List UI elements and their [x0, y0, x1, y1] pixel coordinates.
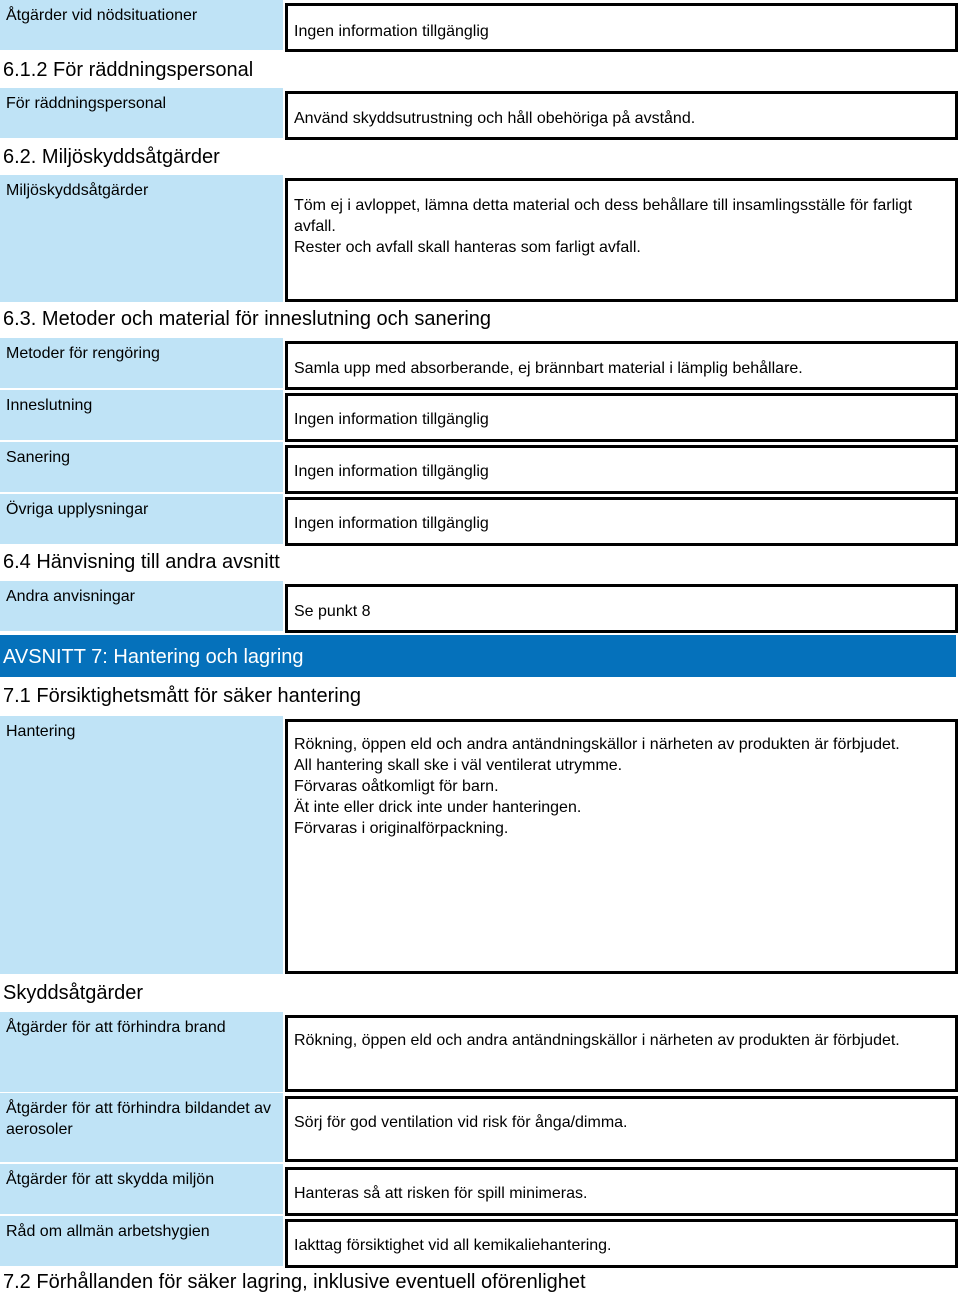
label-other: Övriga upplysningar: [0, 494, 283, 544]
label-hygiene: Råd om allmän arbetshygien: [0, 1216, 283, 1266]
heading-6-2: 6.2. Miljöskyddsåtgärder: [3, 146, 220, 168]
label-environment: Miljöskyddsåtgärder: [0, 175, 283, 302]
value-other: Ingen information tillgänglig: [285, 497, 958, 546]
value-containment: Ingen information tillgänglig: [285, 393, 958, 442]
handling-text-5: Förvaras i originalförpackning.: [294, 820, 509, 837]
heading-7-2: 7.2 Förhållanden för säker lagring, inklusive eventuell oförenlighet: [3, 1271, 586, 1293]
label-handling: Hantering: [0, 716, 283, 974]
value-emergency: Ingen information tillgänglig: [285, 3, 958, 52]
env-text-1: Töm ej i avloppet, lämna detta material och dess behållare till insamlingsställe för farligt avfall.: [294, 197, 913, 235]
value-fire: Rökning, öppen eld och andra antändningskällor i närheten av produkten är förbjudet.: [285, 1015, 958, 1092]
value-cleaning: Samla upp med absorberande, ej brännbart material i lämplig behållare.: [285, 341, 958, 390]
heading-6-1-2: 6.1.2 För räddningspersonal: [3, 59, 254, 81]
label-responders: För räddningspersonal: [0, 88, 283, 138]
value-references: Se punkt 8: [285, 584, 958, 633]
value-handling: [285, 719, 958, 974]
handling-text-3: Förvaras oåtkomligt för barn.: [294, 778, 499, 795]
value-environment: [285, 178, 958, 302]
heading-6-4: 6.4 Hänvisning till andra avsnitt: [3, 551, 280, 573]
value-responders: Använd skyddsutrustning och håll obehöriga på avstånd.: [285, 91, 958, 140]
heading-7-1: 7.1 Försiktighetsmått för säker hantering: [3, 685, 361, 707]
label-fire: Åtgärder för att förhindra brand: [0, 1012, 283, 1092]
label-references: Andra anvisningar: [0, 581, 283, 631]
label-aerosol: Åtgärder för att förhindra bildandet av aerosoler: [0, 1093, 283, 1162]
label-containment: Inneslutning: [0, 390, 283, 440]
label-cleaning: Metoder för rengöring: [0, 338, 283, 388]
value-sanering: Ingen information tillgänglig: [285, 445, 958, 494]
label-protect-environment: Åtgärder för att skydda miljön: [0, 1164, 283, 1214]
value-aerosol: Sörj för god ventilation vid risk för ånga/dimma.: [285, 1096, 958, 1162]
value-hygiene: Iakttag försiktighet vid all kemikaliehantering.: [285, 1219, 958, 1268]
handling-text-1: Rökning, öppen eld och andra antändningskällor i närheten av produkten är förbjudet.: [294, 736, 900, 753]
env-text-2: Rester och avfall skall hanteras som farligt avfall.: [294, 239, 641, 256]
handling-text-2: All hantering skall ske i väl ventilerat utrymme.: [294, 757, 623, 774]
label-sanering: Sanering: [0, 442, 283, 492]
value-protect-environment: Hanteras så att risken för spill minimeras.: [285, 1167, 958, 1216]
heading-6-3: 6.3. Metoder och material för inneslutning och sanering: [3, 308, 492, 330]
handling-text-4: Ät inte eller drick inte under hanteringen.: [294, 799, 582, 816]
section-7-band: AVSNITT 7: Hantering och lagring: [0, 635, 956, 677]
label-emergency: Åtgärder vid nödsituationer: [0, 0, 283, 50]
heading-protective: Skyddsåtgärder: [3, 982, 144, 1004]
